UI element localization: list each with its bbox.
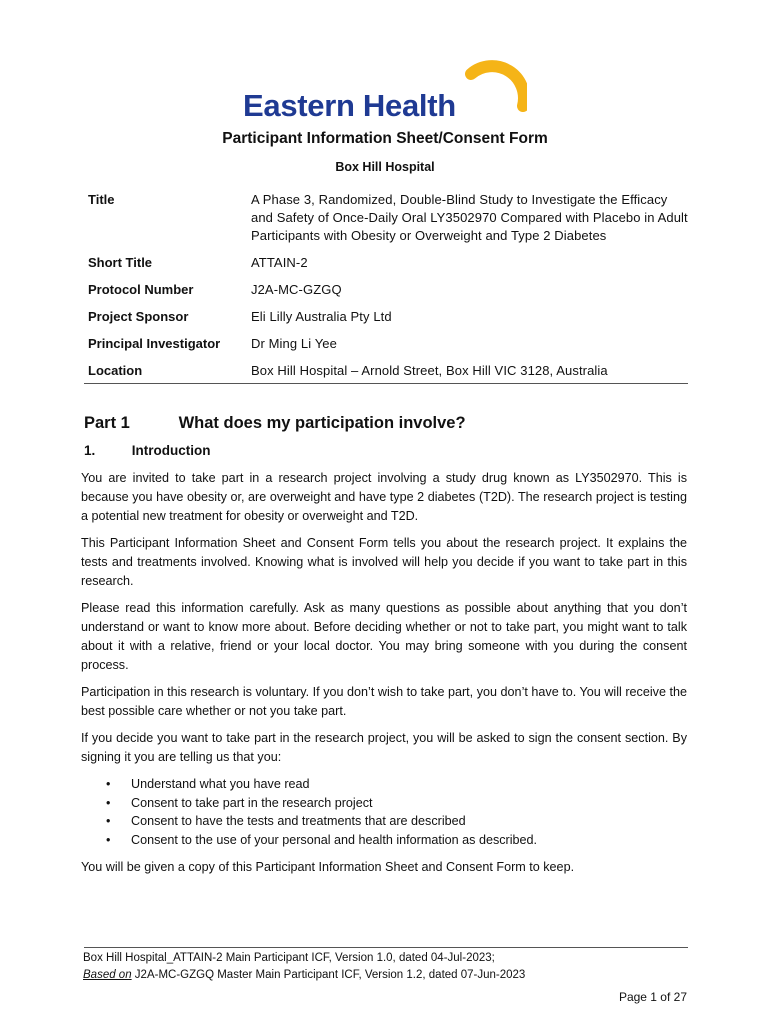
meta-row-project-sponsor [88,308,688,326]
footer-divider [84,947,688,948]
introduction-body [81,469,687,849]
paragraph: You are invited to take part in a research project involving a study drug known as LY3502970. This is because you have obesity or, are overweight and have type 2 diabetes (T2D). The research project is testing a potential new treatment for obesity or overweight and T2D. [81,471,687,523]
meta-label: Principal Investigator [88,336,221,351]
page-number: Page 1 of 27 [618,990,687,1004]
part-title: What does my participation involve? [178,414,466,432]
meta-value: A Phase 3, Randomized, Double-Blind Study to Investigate the Efficacy and Safety of Once-Daily Oral LY3502970 Compared with Placebo in Adult Participants with Obesity or Overweight and Type 2 Diabetes [251,192,688,243]
meta-label: Short Title [88,255,153,270]
study-details-table [88,191,688,389]
closing-statement: You will be given a copy of this Participant Information Sheet and Consent Form to keep. [81,860,575,874]
meta-row-principal-investigator [88,335,688,353]
paragraph: If you decide you want to take part in the research project, you will be asked to sign the consent section. By signing it you are telling us that you: [81,731,687,764]
meta-label: Project Sponsor [88,309,189,324]
paragraph: Participation in this research is voluntary. If you don’t wish to take part, you don’t have to. You will receive the best possible care whether or not you take part. [81,685,687,718]
meta-label: Title [88,192,115,207]
section-heading [84,443,211,458]
meta-value: Eli Lilly Australia Pty Ltd [251,309,392,324]
meta-label: Location [88,363,143,378]
footer-based-on: Based on [83,969,132,981]
list-item: • Consent to have the tests and treatments that are described [131,812,687,831]
paragraph: This Participant Information Sheet and Consent Form tells you about the research project. It explains the tests and treatments involved. Knowing what is involved will help you decide if you want to take part in this research. [81,536,687,588]
meta-value: J2A-MC-GZGQ [251,282,342,297]
hospital-name: Box Hill Hospital [335,160,435,174]
meta-row-short-title [88,254,688,272]
meta-row-protocol-number [88,281,688,299]
logo-text: Eastern Health [243,88,456,123]
logo-arc-icon [465,60,527,112]
meta-row-location [88,362,688,380]
footer-line-1: Box Hill Hospital_ATTAIN-2 Main Participant ICF, Version 1.0, dated 04-Jul-2023; [83,952,495,964]
document-title: Participant Information Sheet/Consent Form [222,130,548,147]
footer-reference: J2A-MC-GZGQ Master Main Participant ICF, Version 1.2, dated 07-Jun-2023 [131,969,526,981]
meta-row-title [88,191,688,245]
divider [84,383,688,384]
footer-line-2 [83,967,689,984]
part-heading [84,414,466,433]
section-number: 1. [84,443,96,458]
meta-value: Box Hill Hospital – Arnold Street, Box Hill VIC 3128, Australia [251,363,608,378]
paragraph: Please read this information carefully. Ask as many questions as possible about anything that you don’t understand or want to know more about. Before deciding whether or not to take part, you might want to talk about it with a relative, friend or your local doctor. You may bring someone with you during the consent process. [81,601,687,672]
part-number: Part 1 [84,414,130,432]
section-title: Introduction [131,443,211,458]
footer [83,950,689,984]
meta-value: Dr Ming Li Yee [251,336,337,351]
list-item: • Consent to the use of your personal and health information as described. [131,831,687,850]
meta-value: ATTAIN-2 [251,255,308,270]
eastern-health-logo [243,60,533,126]
consent-bullet-list [81,775,687,849]
list-item: • Consent to take part in the research project [131,794,687,813]
meta-label: Protocol Number [88,282,194,297]
list-item: • Understand what you have read [131,775,687,794]
